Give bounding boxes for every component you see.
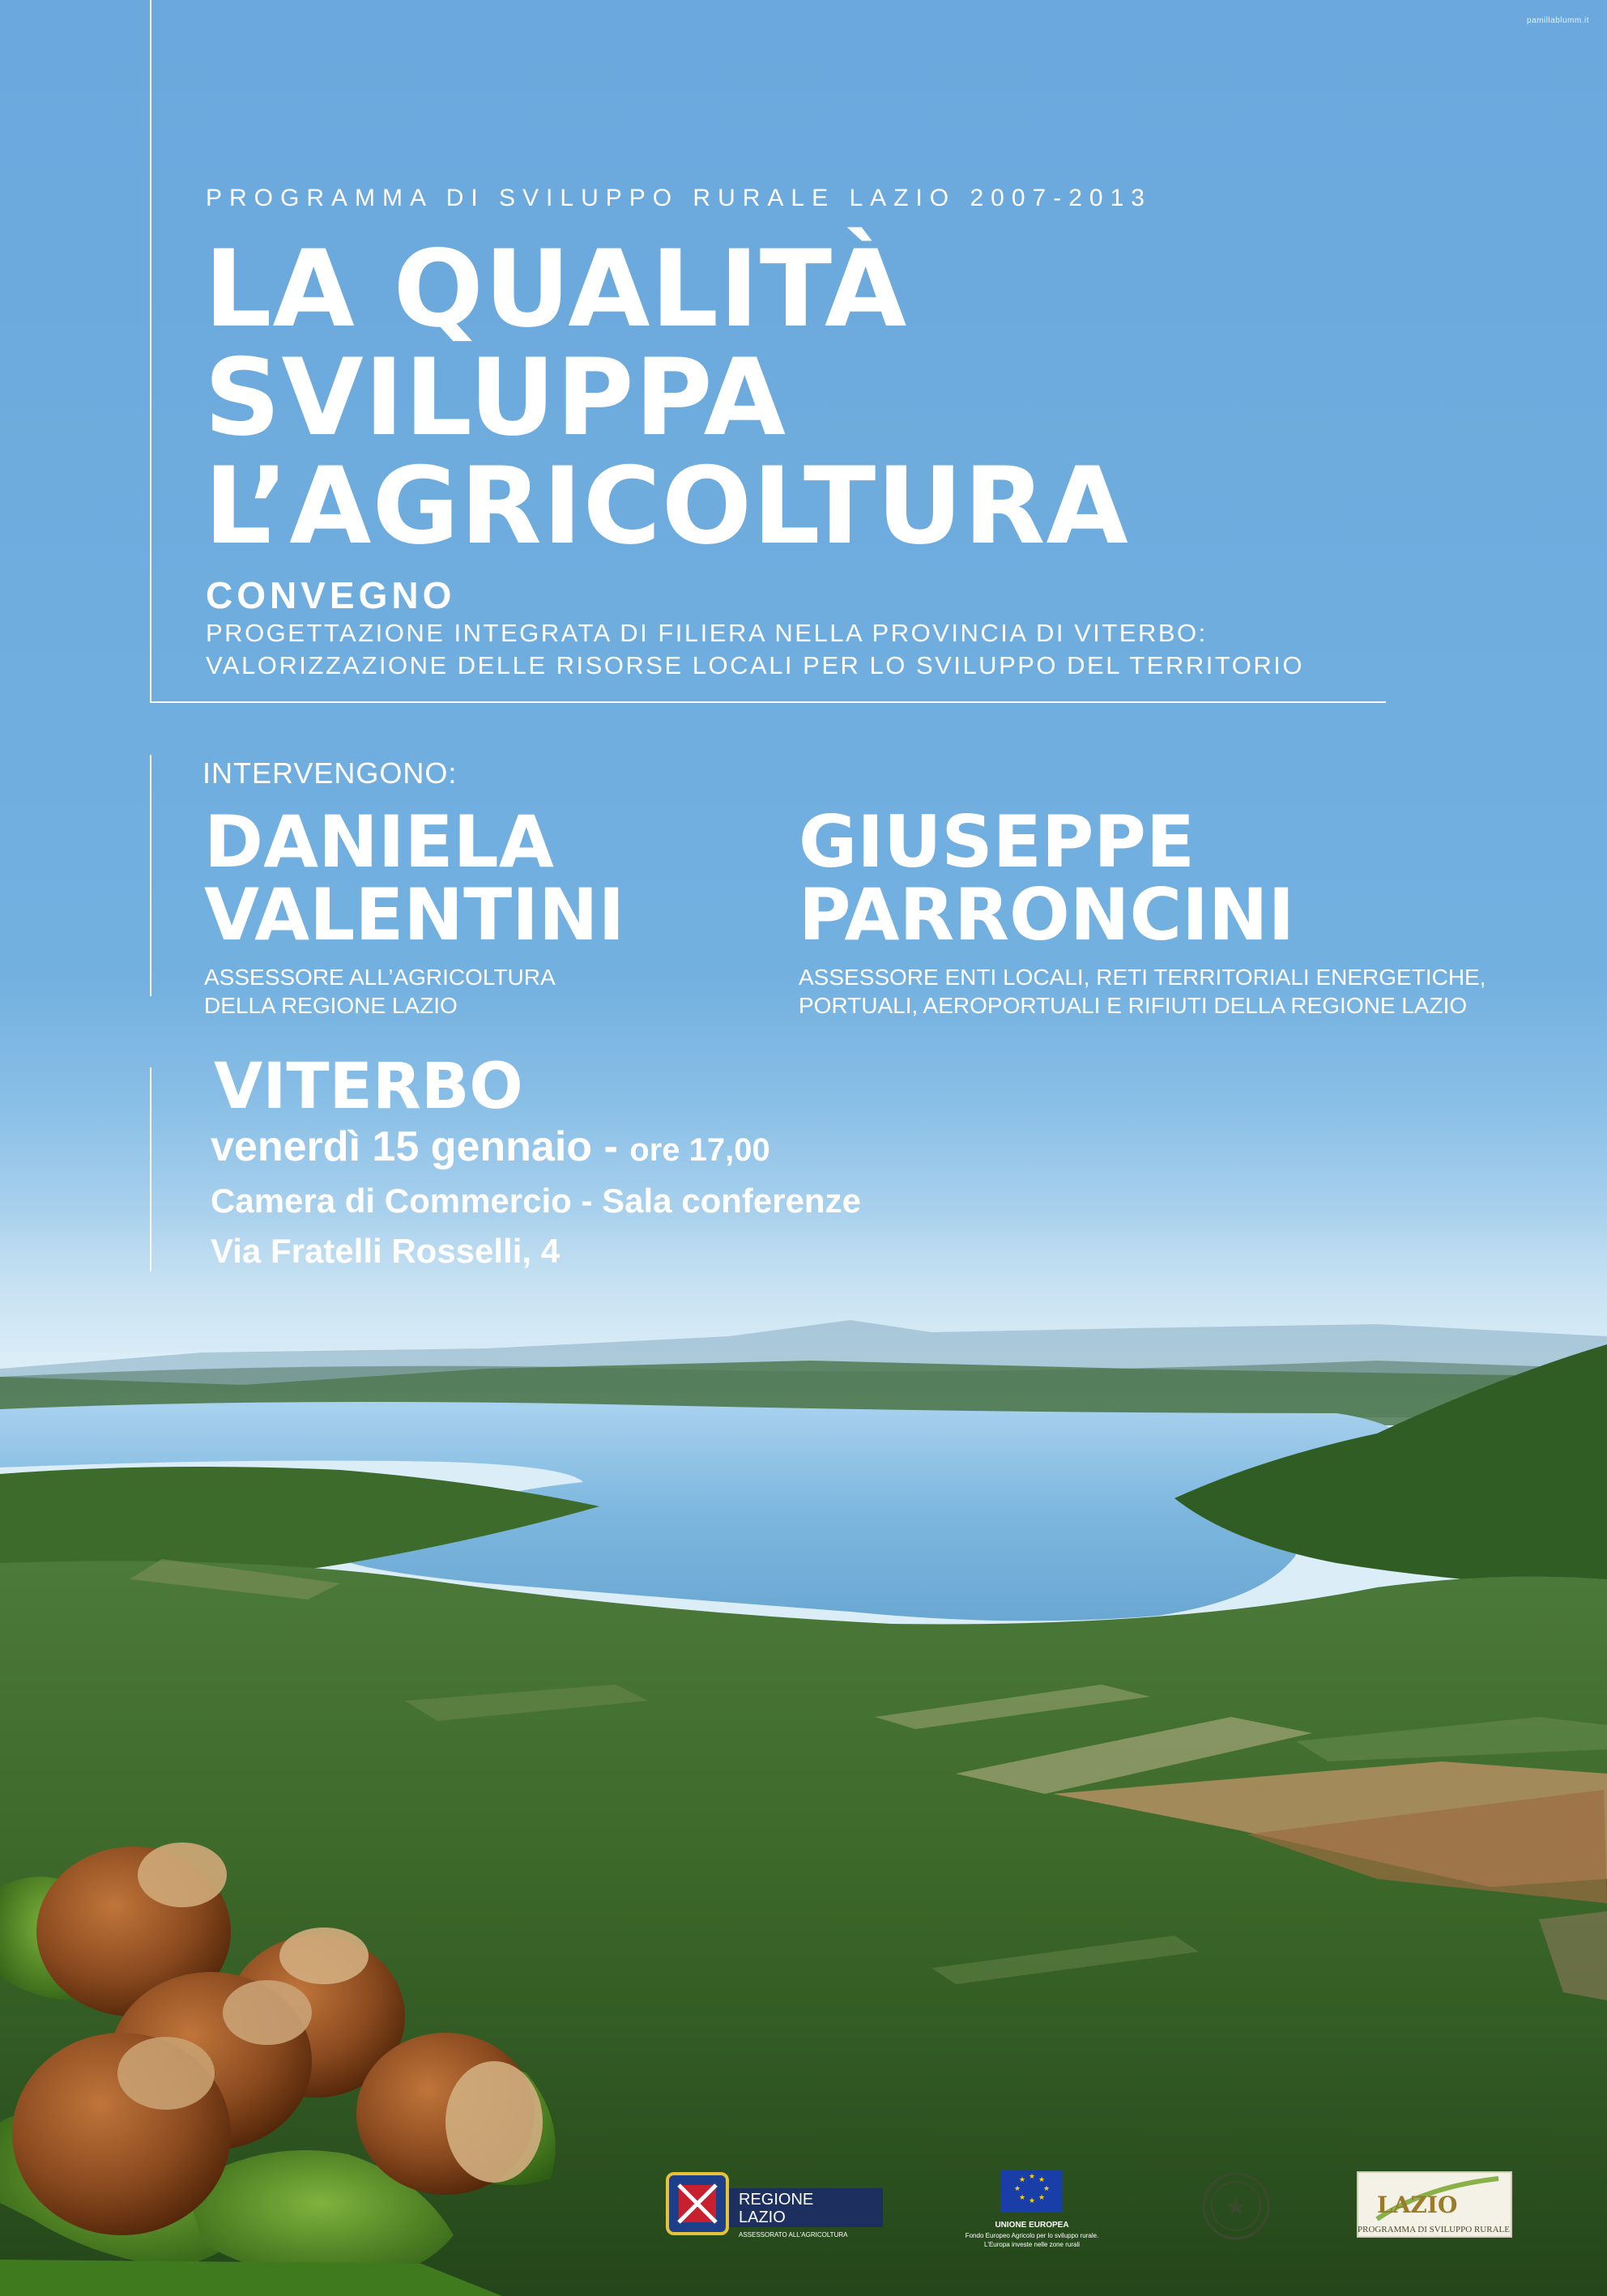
program-line: PROGRAMMA DI SVILUPPO RURALE LAZIO 2007-2013 bbox=[206, 185, 1152, 211]
event-details bbox=[211, 1050, 861, 1275]
event-date-text: venerdì 15 gennaio - bbox=[211, 1123, 618, 1170]
speaker-first-name: GIUSEPPE bbox=[799, 800, 1196, 884]
speaker-role bbox=[799, 963, 1486, 1020]
svg-text:★: ★ bbox=[1019, 2176, 1026, 2184]
svg-text:★: ★ bbox=[1029, 2173, 1036, 2181]
speaker-role bbox=[204, 963, 624, 1020]
psr-lazio-logo bbox=[1358, 2172, 1511, 2237]
header-vertical-rule bbox=[150, 0, 151, 703]
speaker-last-name: PARRONCINI bbox=[799, 873, 1295, 956]
eu-flag-logo bbox=[965, 2170, 1099, 2248]
event-date bbox=[211, 1122, 861, 1174]
eu-line-1: Fondo Europeo Agricolo per lo sviluppo rurale. bbox=[965, 2232, 1099, 2239]
speaker-valentini bbox=[204, 800, 625, 1020]
event-time: ore 17,00 bbox=[629, 1132, 770, 1168]
speakers-label: INTERVENGONO: bbox=[202, 756, 458, 790]
designer-credit: pamillablumm.it bbox=[1527, 16, 1589, 25]
header-horizontal-rule bbox=[150, 701, 1386, 703]
main-title bbox=[204, 227, 1419, 568]
svg-text:★: ★ bbox=[1038, 2194, 1046, 2202]
sponsor-logos bbox=[648, 2154, 1588, 2260]
event-vertical-rule bbox=[150, 1067, 151, 1272]
speaker-role-line-2: PORTUALI, AEROPORTUALI E RIFIUTI DELLA REGIONE LAZIO bbox=[799, 993, 1468, 1018]
speaker-first-name: DANIELA bbox=[204, 800, 554, 884]
speaker-role-line-1: ASSESSORE ENTI LOCALI, RETI TERRITORIALI ENERGETICHE, bbox=[799, 965, 1486, 990]
speaker-role-line-2: DELLA REGIONE LAZIO bbox=[204, 993, 458, 1018]
convegno-subtitle bbox=[206, 617, 1304, 682]
psr-caption: PROGRAMMA DI SVILUPPO RURALE bbox=[1358, 2225, 1510, 2234]
convegno-label: CONVEGNO bbox=[206, 574, 456, 616]
subtitle-line-2: VALORIZZAZIONE DELLE RISORSE LOCALI PER LO SVILUPPO DEL TERRITORIO bbox=[206, 651, 1304, 679]
eu-line-2: L'Europa investe nelle zone rurali bbox=[983, 2241, 1081, 2248]
speaker-parroncini bbox=[799, 800, 1486, 1020]
regione-lazio-logo bbox=[667, 2174, 883, 2238]
svg-text:★: ★ bbox=[1038, 2176, 1046, 2184]
title-line-3: L’AGRICOLTURA bbox=[204, 444, 1129, 568]
svg-text:★: ★ bbox=[1014, 2185, 1021, 2193]
event-venue: Camera di Commercio - Sala conferenze bbox=[211, 1182, 861, 1220]
italian-republic-emblem bbox=[1204, 2174, 1268, 2238]
speaker-role-line-1: ASSESSORE ALL’AGRICOLTURA bbox=[204, 965, 556, 990]
svg-text:★: ★ bbox=[1019, 2194, 1026, 2202]
speaker-last-name: VALENTINI bbox=[204, 873, 625, 956]
svg-text:★: ★ bbox=[1029, 2197, 1036, 2205]
regione-name-line-1: REGIONE bbox=[739, 2191, 814, 2209]
svg-text:★: ★ bbox=[1043, 2185, 1051, 2193]
title-line-2: SVILUPPA bbox=[204, 335, 787, 459]
speakers-vertical-rule bbox=[150, 755, 151, 996]
event-address: Via Fratelli Rosselli, 4 bbox=[211, 1232, 561, 1270]
eu-title: UNIONE EUROPEA bbox=[995, 2221, 1069, 2230]
regione-name-line-2: LAZIO bbox=[739, 2209, 786, 2226]
psr-word: LAZIO bbox=[1377, 2192, 1458, 2218]
svg-text:★: ★ bbox=[1225, 2193, 1247, 2221]
title-line-1: LA QUALITÀ bbox=[204, 227, 908, 351]
subtitle-line-1: PROGETTAZIONE INTEGRATA DI FILIERA NELLA PROVINCIA DI VITERBO: bbox=[206, 619, 1208, 647]
regione-department: ASSESSORATO ALL'AGRICOLTURA bbox=[739, 2231, 848, 2238]
event-city: VITERBO bbox=[214, 1050, 523, 1123]
